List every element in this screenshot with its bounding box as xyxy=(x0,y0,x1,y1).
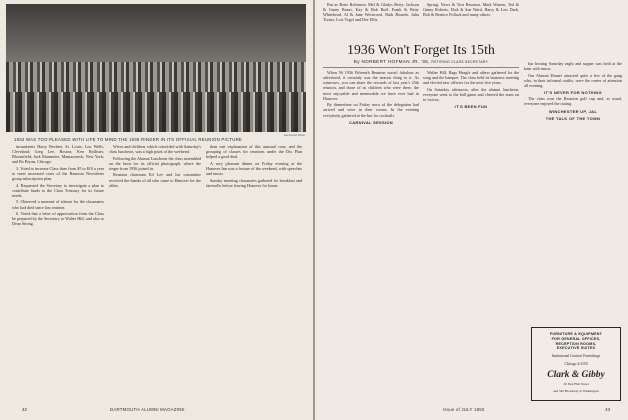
photo-credit: Dartmouth Photo xyxy=(283,133,305,137)
ad-tagline: Institutional Contract Furnishings xyxy=(551,354,601,359)
paragraph: But as Bette Robinson, Mel & Gladys Berry, Jackson & Ginny Burns, Kay & Bob Ruff, Frank & Betty Whitehead, Al & Jane Westwood, Ruth Rounds, Julia Turner, Lois Vogel and Dee Ellis. xyxy=(323,2,419,23)
furniture-advertisement xyxy=(531,327,621,401)
ad-line: FOR GENERAL OFFICES, xyxy=(551,336,601,341)
section-heading: CARNIVAL SESSION xyxy=(349,119,393,125)
photo-caption: 1932 WAS TOO PLEASED WITH LIFE TO MIND THE 1936 RINGER IN ITS OFFICIAL REUNION PICTURE xyxy=(14,137,243,142)
paragraph: By dinnertime on Friday most of the delegation had arrived and were in their rooms. In the evening everybody gathered at the Inn for cocktails. xyxy=(323,102,419,118)
byline xyxy=(323,59,519,64)
paragraph: 5. Observed a moment of silence for the classmates who had died since last reunion. xyxy=(12,199,104,210)
left-column-3 xyxy=(206,144,302,189)
section-heading: IT'S BEEN FUN xyxy=(454,104,488,110)
byline-author: By NORBERT HOFMAN JR. '36, xyxy=(353,59,430,64)
paragraph: A very pleasant dinner on Friday evening at the Hanover Inn was a feature of the weekend, with speeches and music. xyxy=(206,160,302,177)
ad-line: RECEPTION ROOMS, xyxy=(555,341,597,346)
ad-phone: Chicago 4-2150 xyxy=(564,361,588,366)
article-column-3 xyxy=(524,61,622,122)
paragraph: Walter Hill, Rags Heagle and others gathered for the song and the banquet. The class held its business meeting and elected new officers for the next five years. xyxy=(423,70,519,86)
ad-brand-logo: Clark & Gibby xyxy=(547,370,605,381)
paragraph: Reunion chairman Ed Lee and his committee received the thanks of all who came to Hanover for the affair. xyxy=(109,172,201,188)
paragraph: Wives and children, which coincided with Saturday's class luncheon, was a high point of the weekend. xyxy=(109,144,201,155)
reunion-photo xyxy=(6,4,306,132)
page-number: 43 xyxy=(605,407,611,412)
top-column-2 xyxy=(423,2,519,19)
paragraph: incumbents Harry Bechert, St. Louis; Lou Wells, Cleveland; Greg Lee, Boston; Ken Hollister, Bloomfield; Jack Blaumeier, Mamaroneck, New York; and Bo Bryan, Chicago. xyxy=(12,144,104,165)
left-column-1 xyxy=(12,144,104,228)
paragraph: Our Alumni Dinner attracted quite a few of the gang who, in their informal outfits, were the center of attention all evening. xyxy=(524,72,622,88)
ad-line: FURNITURE & EQUIPMENT xyxy=(549,332,603,336)
issue-footer: Issue of JULY 1950 xyxy=(443,407,485,412)
article-column-1 xyxy=(323,70,419,126)
ad-address: and 320 Broadway at Washington xyxy=(553,388,599,393)
section-heading: WINCHESTER UP, JAL xyxy=(548,108,598,114)
ad-line: EXECUTIVE SUITES xyxy=(556,346,596,351)
article-title: 1936 Won't Forget Its 15th xyxy=(347,42,495,57)
article-column-2 xyxy=(423,70,519,110)
paragraph: 3. Voted to increase Class dues from $5 to $10 a year to meet increased costs of the Reunion Newsletter group subscription plan. xyxy=(12,165,104,182)
paragraph: 6. Voted that a letter of appreciation from the Class be prepared by the Secretary to Walter Hill, and also to Dean Strong. xyxy=(12,211,104,227)
title-rule xyxy=(323,67,519,68)
paragraph: When 56 1936 Fifteenth Reunion wasn't fabulous as advertised, it certainly was the nearest thing to it. As witnesses, you can share the rewards of last year's 25th reunion, and those of us children who were there, the most enjoyable and memorable we have ever had in Hanover. xyxy=(323,70,419,101)
paragraph: On Saturday afternoon, after the alumni luncheon, everyone went to the ball game and cheered the team on to victory. xyxy=(423,86,519,103)
paragraph: Sunday morning classmates gathered for breakfast and farewells before leaving Hanover for home. xyxy=(206,177,302,188)
byline-role: RETIRING CLASS SECRETARY xyxy=(431,60,489,64)
paragraph: 4. Requested the Secretary to investigate a plan to contribute funds to the Class Treasury for its future needs. xyxy=(12,182,104,198)
ad-address: 20 East Elm Street xyxy=(563,382,589,387)
top-column-1 xyxy=(323,2,419,24)
left-column-2 xyxy=(109,144,201,189)
paragraph: Following the Alumni Luncheon the class assembled on the lawn for its official photograph, where the ringer from 1936 joined in. xyxy=(109,155,201,171)
paragraph: than one explanation of this unusual case, and the grouping of classes for reunions under the Dix Plan helped a good deal. xyxy=(206,144,302,160)
section-heading: THE TALK OF THE TOWN xyxy=(545,115,601,121)
left-page xyxy=(0,0,313,420)
right-page xyxy=(315,0,628,420)
page-number: 42 xyxy=(22,407,28,412)
paragraph: bar hosting Saturday night and supper was held at the barn with music. xyxy=(524,61,622,72)
magazine-footer: DARTMOUTH ALUMNI MAGAZINE xyxy=(110,407,185,412)
section-heading: IT'S NEVER FOR NOTHING xyxy=(544,90,602,96)
paragraph: The class won the Reunion golf cup and, as usual, everyone enjoyed the outing. xyxy=(524,96,622,107)
paragraph: Spring, News & Text Reunion, Mark Warren, Ted & Ginny Roberts, Dick & Sue Ward, Harry & Lois Dark, Bob & Bernice Pollack and many others. xyxy=(423,2,519,18)
